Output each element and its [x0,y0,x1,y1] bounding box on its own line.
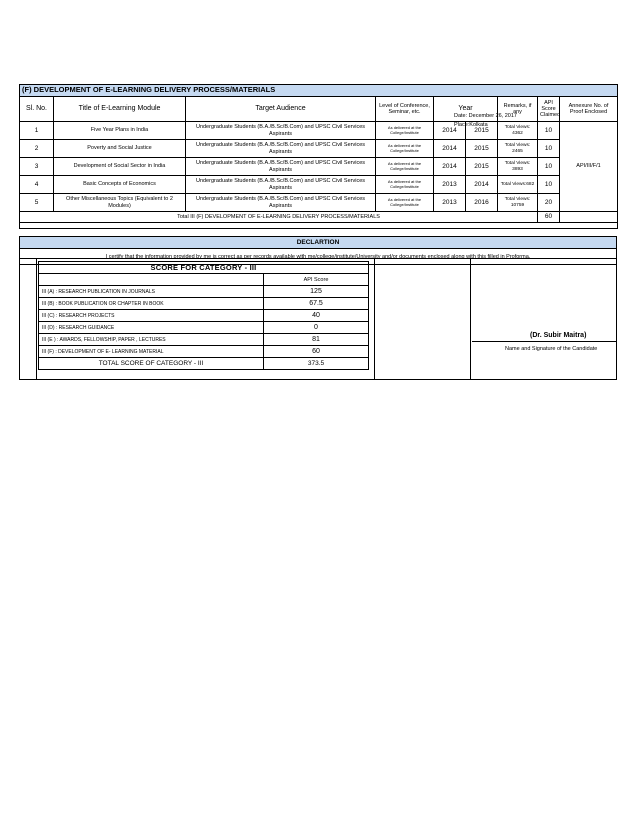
row-title: Development of Social Sector in India [54,158,186,176]
row-title: Five Year Plans in India [54,122,186,140]
score-total-value: 373.5 [264,358,369,370]
row-audience: Undergraduate Students (B.A./B.Sc/B.Com) and UPSC Civil Services Aspirants [186,176,376,194]
total-label: Total III (F) DEVELOPMENT OF E-LEARNING DELIVERY PROCESS/MATERIALS [20,212,538,223]
score-row [39,322,369,334]
row-audience: Undergraduate Students (B.A./B.Sc/B.Com) and UPSC Civil Services Aspirants [186,194,376,212]
section-f-block [19,84,617,229]
row-remarks: Total Views: 3893 [498,158,538,176]
row-year-from: 2014 [434,122,466,140]
score-total-row [39,358,369,370]
row-remarks: Total Views:682 [498,176,538,194]
header-year: Year [434,97,498,122]
date-text: Date: December 26, 2017 [454,113,517,119]
score-label: III (E ) : AWARDS, FELLOWSHIP, PAPER , LECTURES [39,334,264,346]
row-year-from: 2013 [434,194,466,212]
row-score: 10 [538,122,560,140]
row-remarks: Total Views: 4362 [498,122,538,140]
score-value: 125 [264,286,369,298]
score-summary-table [38,261,369,370]
row-year-from: 2014 [434,140,466,158]
elearning-table [19,84,618,229]
row-audience: Undergraduate Students (B.A./B.Sc/B.Com) and UPSC Civil Services Aspirants [186,122,376,140]
place-text: Place:Kolkata [454,122,488,128]
divider-line [36,259,37,379]
row-level: As delivered at the College/Institute [376,140,434,158]
row-year-from: 2013 [434,176,466,194]
score-value: 67.5 [264,298,369,310]
table-header-row [20,97,618,122]
row-title: Basic Concepts of Economics [54,176,186,194]
header-remarks: Remarks, if any [498,97,538,122]
row-score: 10 [538,176,560,194]
score-blank-cell [39,274,264,286]
row-level: As delivered at the College/Institute [376,158,434,176]
score-label: III (D) : RESEARCH GUIDANCE [39,322,264,334]
score-label: III (B) : BOOK PUBLICATION OR CHAPTER IN BOOK [39,298,264,310]
score-value: 60 [264,346,369,358]
row-sl: 3 [20,158,54,176]
score-row [39,298,369,310]
table-row [20,176,618,194]
spacer-row [20,223,618,229]
row-level: As delivered at the College/Institute [376,176,434,194]
table-row [20,122,618,140]
row-year-from: 2014 [434,158,466,176]
row-year-to: 2016 [466,194,498,212]
signature-line [472,341,616,342]
score-value: 81 [264,334,369,346]
row-remarks: Total Views: 2465 [498,140,538,158]
score-value: 0 [264,322,369,334]
row-score: 10 [538,140,560,158]
row-score: 10 [538,158,560,176]
score-row [39,334,369,346]
spacer-cell [20,223,618,229]
score-label: III (C) : RESEARCH PROJECTS [39,310,264,322]
score-row [39,346,369,358]
total-row [20,212,618,223]
header-target-audience: Target Audience [186,97,376,122]
header-title: Title of E-Learning Module [54,97,186,122]
score-value: 40 [264,310,369,322]
row-audience: Undergraduate Students (B.A./B.Sc/B.Com) and UPSC Civil Services Aspirants [186,158,376,176]
header-level: Level of Conference, Seminar, etc. [376,97,434,122]
table-row [20,194,618,212]
row-title: Other Miscellaneous Topics (Equivalent to 2 Modules) [54,194,186,212]
declaration-text: I certify that the information provided by me is correct as per records available with me/college/institute/University and/or documents enclosed along with this filled in Proforma. [20,249,617,265]
row-sl: 4 [20,176,54,194]
row-audience: Undergraduate Students (B.A./B.Sc/B.Com) and UPSC Civil Services Aspirants [186,140,376,158]
total-empty-cell [560,212,618,223]
score-summary-title: SCORE FOR CATEGORY - III [39,262,369,274]
api-score-label: API Score [264,274,369,286]
score-label: III (F) : DEVELOPMENT OF E- LEARNING MATERIAL [39,346,264,358]
row-sl: 1 [20,122,54,140]
row-year-to: 2015 [466,122,498,140]
row-sl: 2 [20,140,54,158]
total-score: 60 [538,212,560,223]
divider-line [470,259,471,379]
header-api-score: API Score Claimed [538,97,560,122]
row-title: Poverty and Social Justice [54,140,186,158]
score-row [39,286,369,298]
divider-line [374,259,375,379]
candidate-name: (Dr. Subir Maitra) [530,332,587,339]
row-level: As delivered at the College/Institute [376,122,434,140]
declaration-title: DECLARTION [20,237,617,249]
header-sl-no: Sl. No. [20,97,54,122]
table-row [20,158,618,176]
row-year-to: 2015 [466,140,498,158]
header-annexure: Annexure No. of Proof Enclosed [560,97,618,122]
score-total-label: TOTAL SCORE OF CATEGORY - III [39,358,264,370]
signature-caption: Name and Signature of the Candidate [505,346,598,352]
row-year-to: 2015 [466,158,498,176]
row-sl: 5 [20,194,54,212]
section-f-title: (F) DEVELOPMENT OF E-LEARNING DELIVERY PROCESS/MATERIALS [20,85,618,97]
row-year-to: 2014 [466,176,498,194]
annexure-cell: API/III/F/1 [560,122,618,212]
row-level: As delivered at the College/Institute [376,194,434,212]
row-remarks: Total Views: 10759 [498,194,538,212]
row-score: 20 [538,194,560,212]
table-row [20,140,618,158]
score-label: III (A) : RESEARCH PUBLICATION IN JOURNALS [39,286,264,298]
score-row [39,310,369,322]
score-signature-block [19,258,617,380]
